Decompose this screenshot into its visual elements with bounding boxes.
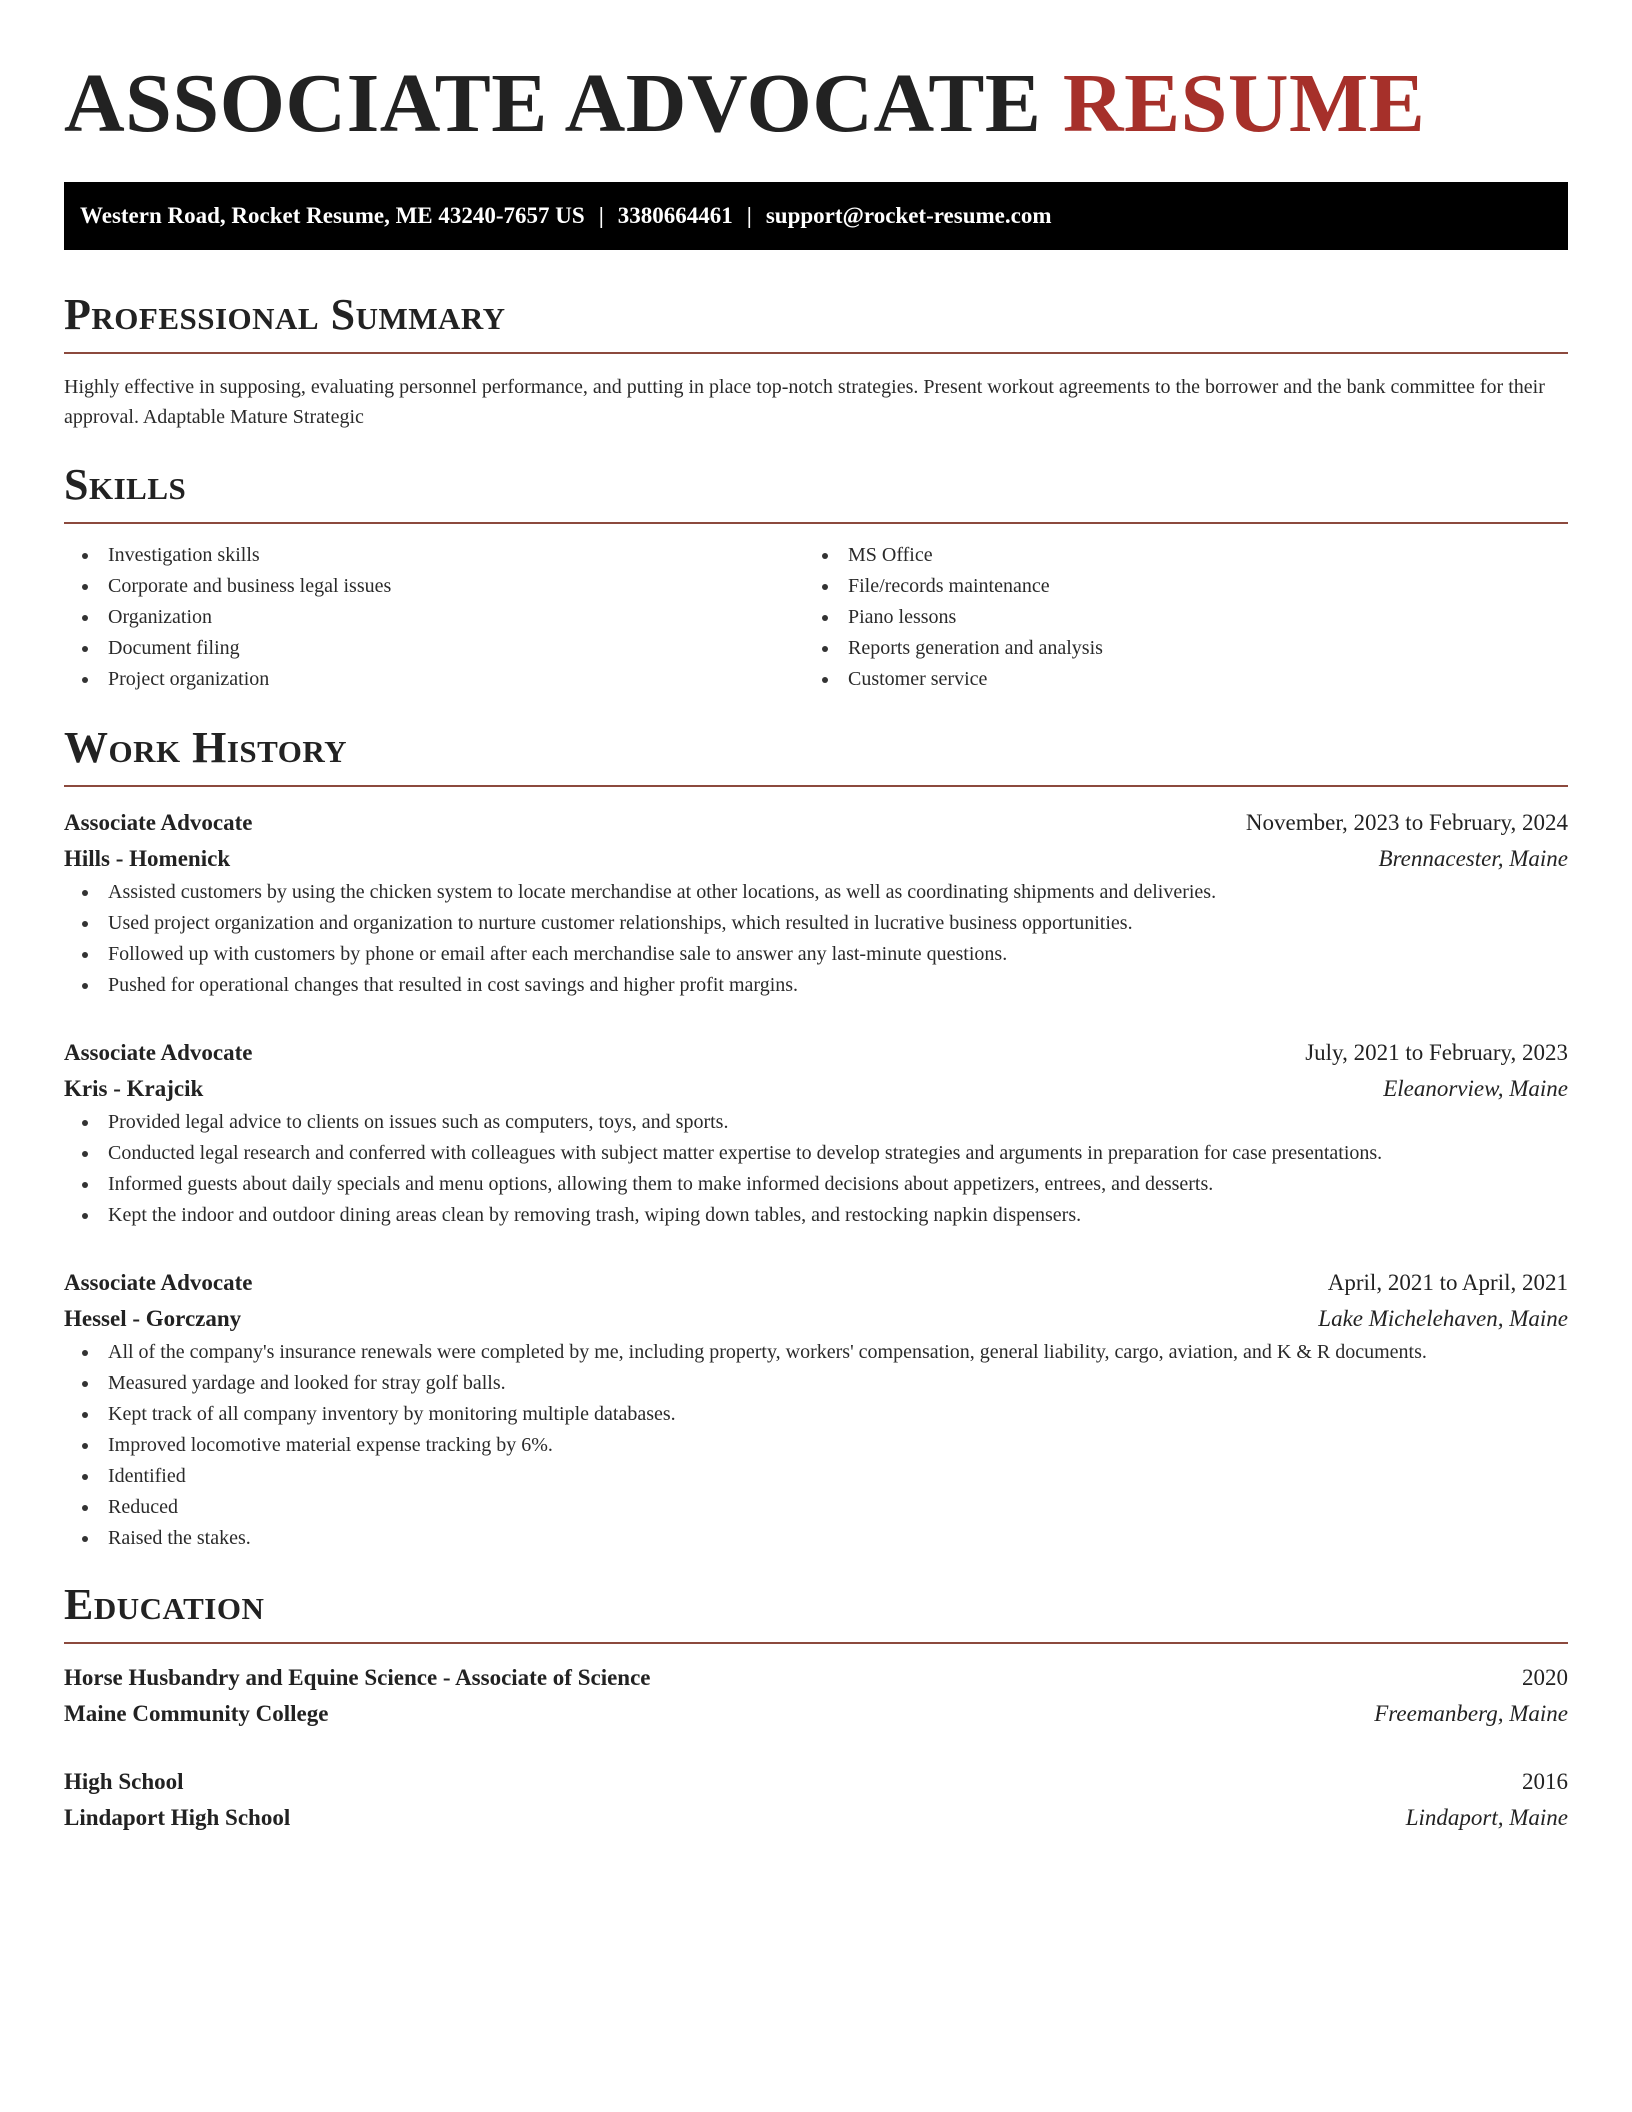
job-location: Lake Michelehaven, Maine: [1318, 1306, 1568, 1331]
job-bullets: [64, 1107, 1568, 1231]
skill-item: Customer service: [804, 664, 1544, 695]
job-bullets: [64, 877, 1568, 1001]
job-entry: [64, 805, 1568, 1001]
section-divider: [64, 522, 1568, 524]
job-company: Hills - Homenick: [64, 846, 231, 871]
section-divider: [64, 785, 1568, 787]
skills-section: [64, 460, 1568, 695]
job-bullet: Followed up with customers by phone or email after each merchandise sale to answer any last-minute questions.: [64, 939, 1568, 970]
education-school: Lindaport High School: [64, 1805, 291, 1830]
education-school: Maine Community College: [64, 1701, 329, 1726]
job-bullet: Pushed for operational changes that resulted in cost savings and higher profit margins.: [64, 970, 1568, 1001]
job-bullet: Provided legal advice to clients on issues such as computers, toys, and sports.: [64, 1107, 1568, 1138]
job-bullet: Kept track of all company inventory by monitoring multiple databases.: [64, 1399, 1568, 1430]
resume-title: [64, 58, 1568, 150]
resume-page: [64, 0, 1568, 1836]
education-school-row: [64, 1800, 1568, 1836]
job-bullet: Used project organization and organization to nurture customer relationships, which resulted in lucrative business opportunities.: [64, 908, 1568, 939]
job-bullet: Informed guests about daily specials and menu options, allowing them to make informed decisions about appetizers, entrees, and desserts.: [64, 1169, 1568, 1200]
section-divider: [64, 352, 1568, 354]
skill-item: Corporate and business legal issues: [64, 571, 804, 602]
education-degree-row: [64, 1660, 1568, 1696]
title-main: ASSOCIATE ADVOCATE: [64, 57, 1042, 150]
job-entry: [64, 1035, 1568, 1231]
section-heading: Skills: [64, 460, 187, 509]
skill-item: Piano lessons: [804, 602, 1544, 633]
education-degree: High School: [64, 1769, 184, 1794]
skill-item: File/records maintenance: [804, 571, 1544, 602]
skill-item: Document filing: [64, 633, 804, 664]
job-bullet: Raised the stakes.: [64, 1523, 1568, 1554]
skills-grid: [64, 540, 1568, 695]
job-company-row: [64, 1301, 1568, 1337]
education-section: [64, 1580, 1568, 1836]
job-dates: November, 2023 to February, 2024: [1245, 810, 1568, 835]
section-heading: Education: [64, 1580, 265, 1629]
education-year: 2020: [1522, 1665, 1568, 1690]
contact-bar: [64, 182, 1568, 250]
skill-item: Reports generation and analysis: [804, 633, 1544, 664]
job-dates: April, 2021 to April, 2021: [1327, 1270, 1568, 1295]
education-location: Lindaport, Maine: [1405, 1805, 1568, 1830]
job-bullet: Improved locomotive material expense tracking by 6%.: [64, 1430, 1568, 1461]
section-heading: Professional Summary: [64, 290, 506, 339]
education-degree: Horse Husbandry and Equine Science - Associate of Science: [64, 1665, 651, 1690]
contact-address: Western Road, Rocket Resume, ME 43240-7657 US: [80, 203, 585, 228]
job-title: Associate Advocate: [64, 1270, 253, 1295]
section-divider: [64, 1642, 1568, 1644]
work-history-section: [64, 723, 1568, 1554]
title-accent: RESUME: [1062, 57, 1426, 150]
contact-separator: |: [746, 203, 752, 228]
job-company: Kris - Krajcik: [64, 1076, 204, 1101]
job-location: Eleanorview, Maine: [1383, 1076, 1568, 1101]
skills-list-right: [804, 540, 1544, 695]
education-degree-row: [64, 1764, 1568, 1800]
job-bullet: Conducted legal research and conferred with colleagues with subject matter expertise to develop strategies and arguments in preparation for case presentations.: [64, 1138, 1568, 1169]
job-bullet: Measured yardage and looked for stray golf balls.: [64, 1368, 1568, 1399]
job-dates: July, 2021 to February, 2023: [1305, 1040, 1568, 1065]
job-bullet: All of the company's insurance renewals were completed by me, including property, workers' compensation, general liability, cargo, aviation, and K & R documents.: [64, 1337, 1568, 1368]
education-location: Freemanberg, Maine: [1374, 1701, 1568, 1726]
job-company-row: [64, 1071, 1568, 1107]
job-title: Associate Advocate: [64, 1040, 253, 1065]
education-year: 2016: [1522, 1769, 1568, 1794]
job-header-row: [64, 1265, 1568, 1301]
job-company: Hessel - Gorczany: [64, 1306, 242, 1331]
job-header-row: [64, 805, 1568, 841]
contact-separator: |: [598, 203, 604, 228]
skill-item: Investigation skills: [64, 540, 804, 571]
job-bullet: Kept the indoor and outdoor dining areas clean by removing trash, wiping down tables, and restocking napkin dispensers.: [64, 1200, 1568, 1231]
job-bullets: [64, 1337, 1568, 1554]
education-entry: [64, 1764, 1568, 1836]
job-header-row: [64, 1035, 1568, 1071]
job-bullet: Reduced: [64, 1492, 1568, 1523]
job-title: Associate Advocate: [64, 810, 253, 835]
summary-text: Highly effective in supposing, evaluating personnel performance, and putting in place top-notch strategies. Present workout agreements to the borrower and the bank committee for their approval. Adaptable Mature Strategic: [64, 376, 1545, 428]
section-heading: Work History: [64, 723, 348, 772]
summary-section: [64, 290, 1568, 432]
skill-item: Project organization: [64, 664, 804, 695]
job-bullet: Assisted customers by using the chicken system to locate merchandise at other locations, as well as coordinating shipments and deliveries.: [64, 877, 1568, 908]
job-company-row: [64, 841, 1568, 877]
skill-item: MS Office: [804, 540, 1544, 571]
education-entry: [64, 1660, 1568, 1732]
job-entry: [64, 1265, 1568, 1554]
education-school-row: [64, 1696, 1568, 1732]
contact-phone[interactable]: 3380664461: [617, 203, 733, 228]
contact-email[interactable]: support@rocket-resume.com: [765, 203, 1052, 228]
job-bullet: Identified: [64, 1461, 1568, 1492]
skill-item: Organization: [64, 602, 804, 633]
skills-list-left: [64, 540, 804, 695]
job-location: Brennacester, Maine: [1378, 846, 1568, 871]
